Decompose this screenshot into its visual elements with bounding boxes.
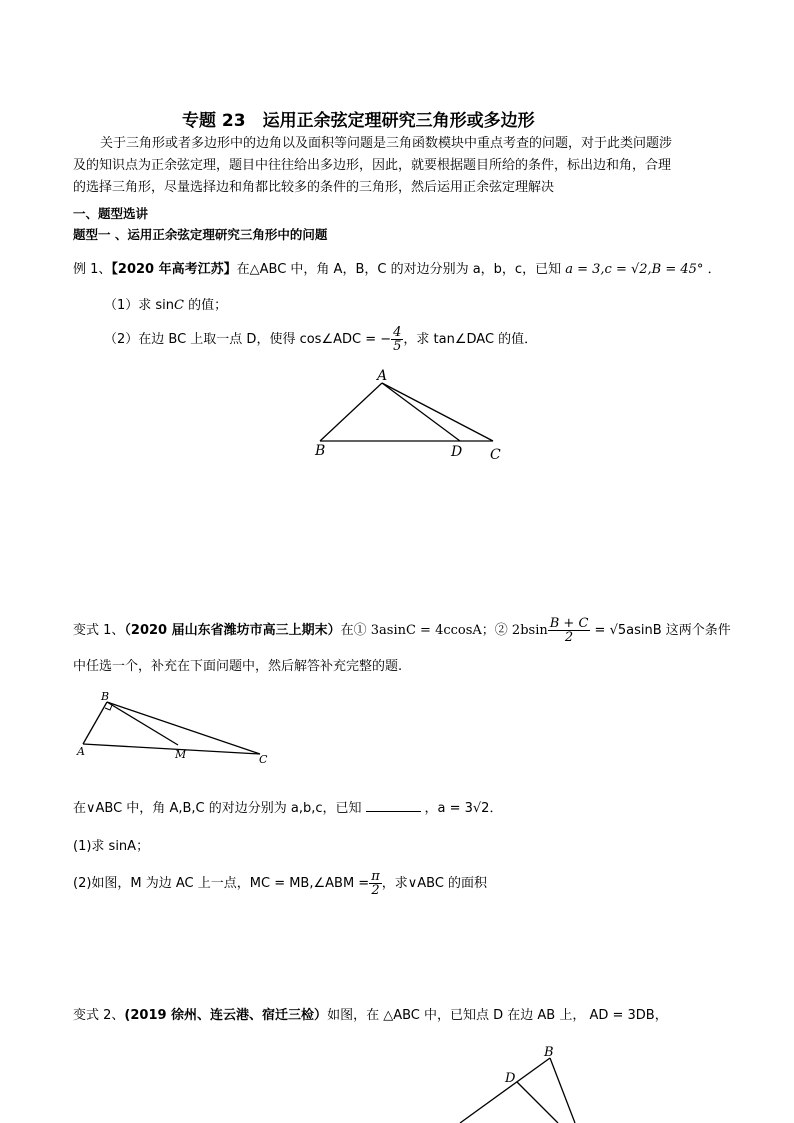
example-1-question-2 <box>104 326 537 353</box>
label-a: A <box>77 745 85 758</box>
label-c: C <box>490 447 501 463</box>
example-condition: a = 3,c = √2,B = 45° <box>565 262 704 277</box>
label-d: D <box>451 444 463 460</box>
triangle-partial-figure <box>450 1040 590 1123</box>
variant-source: （2020 届山东省潍坊市高三上期末） <box>124 623 341 638</box>
variant-fraction: $\frac{B + C}{2}$ <box>549 616 589 645</box>
variant-1-statement <box>73 617 731 644</box>
variant-label: 变式 2、 <box>73 1008 125 1023</box>
intro-line-1: 关于三角形或者多边形中的边角以及面积等问题是三角函数模块中重点考查的问题，对于此类问题涉 <box>100 136 673 151</box>
label-m: M <box>175 748 187 761</box>
label-b: B <box>101 690 110 703</box>
variant-2-statement <box>73 1004 668 1023</box>
example-1-statement <box>73 258 721 277</box>
q2-fraction: $\frac{\pi}{2}$ <box>371 869 380 898</box>
given-prefix: 在∨ABC 中，角 A,B,C 的对边分别为 a,b,c，已知 <box>73 801 362 816</box>
q2-suffix: ，求 tan∠DAC 的值． <box>403 332 538 347</box>
fill-in-blank <box>366 801 421 812</box>
section-heading: 一、题型选讲 <box>73 206 149 221</box>
q2-fraction: $\frac{4}{5}$ <box>393 325 402 354</box>
example-1-question-1 <box>104 294 227 313</box>
q2-suffix: ，求∨ABC 的面积 <box>381 876 488 891</box>
variant-label: 变式 1、 <box>73 623 125 638</box>
q2-prefix: (2)如图，M 为边 AC 上一点，MC = MB,∠ABM = <box>73 876 370 891</box>
example-end: ． <box>707 262 721 277</box>
given-suffix: ，a = 3√2． <box>424 801 503 816</box>
intro-line-2: 及的知识点为正余弦定理，题目中往往给出多边形，因此，就要根据题目所给的条件，标出边和角，合理 <box>73 158 672 173</box>
example-text: 在△ABC 中，角 A，B，C 的对边分别为 a，b，c，已知 <box>236 262 562 277</box>
question-type-heading: 题型一 、运用正余弦定理研究三角形中的问题 <box>73 227 328 242</box>
variant-1-question-1: (1)求 sinA； <box>73 839 150 854</box>
triangle-abc-figure <box>300 365 520 465</box>
label-b: B <box>315 443 326 459</box>
variant-1-question-2 <box>73 870 487 897</box>
example-source: 【2020 年高考江苏】 <box>111 262 237 277</box>
variant-text-1: 在① 3asinC = 4ccosA；② 2bsin <box>340 623 548 638</box>
q1-suffix: 的值； <box>183 298 228 313</box>
example-label: 例 1、 <box>73 262 112 277</box>
triangle-abm-figure <box>70 688 280 768</box>
q1-prefix: （1）求 sin <box>104 298 175 313</box>
variant-text: 如图，在 △ABC 中，已知点 D 在边 AB 上， AD = 3DB， <box>327 1008 668 1023</box>
q1-var: C <box>174 298 184 313</box>
label-a: A <box>377 368 388 384</box>
label-c: C <box>259 753 268 766</box>
q2-prefix: （2）在边 BC 上取一点 D，使得 cos∠ADC = − <box>104 332 392 347</box>
label-d: D <box>505 1071 516 1086</box>
label-b: B <box>544 1045 554 1060</box>
intro-line-3: 的选择三角形，尽量选择边和角都比较多的条件的三角形，然后运用正余弦定理解决 <box>73 180 555 195</box>
variant-1-given <box>73 797 502 816</box>
page-title: 专题 23 运用正余弦定理研究三角形或多边形 <box>182 111 535 131</box>
variant-text-2: = √5asinB 这两个条件 <box>590 623 731 638</box>
variant-1-line-2: 中任选一个，补充在下面问题中，然后解答补充完整的题. <box>73 659 403 674</box>
variant-source: (2019 徐州、连云港、宿迁三检） <box>124 1008 328 1023</box>
